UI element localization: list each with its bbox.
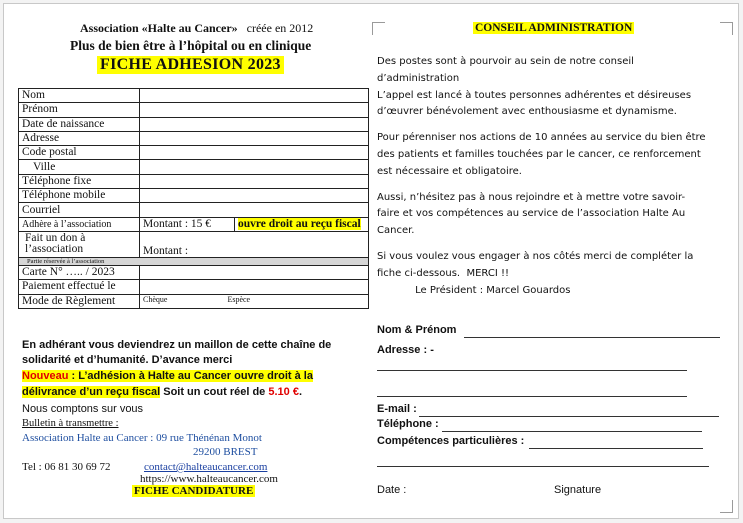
comptons-text: Nous comptons sur vous (22, 403, 144, 415)
telephone-line[interactable] (442, 431, 702, 432)
crop-mark (720, 500, 733, 513)
council-text-line: faire et vos compétences au service de l’association Halte Au (377, 208, 686, 220)
form-row-courriel (19, 203, 369, 217)
association-line (80, 21, 313, 36)
address-name: Association Halte au Cancer (22, 432, 148, 444)
field-input[interactable] (140, 174, 369, 188)
form-row-paiement (19, 280, 369, 294)
adhere-note-cell (235, 217, 369, 231)
nouveau-line-1 (22, 370, 313, 382)
nom-line[interactable] (464, 337, 720, 338)
form-row-code-postal (19, 146, 369, 160)
don-amount[interactable]: Montant : (140, 231, 369, 257)
tagline: Plus de bien être à l’hôpital ou en clinique (70, 38, 312, 53)
council-text-line: Cancer. (377, 225, 415, 237)
nouveau-label: Nouveau (22, 370, 69, 382)
email-link[interactable]: contact@halteaucancer.com (144, 461, 268, 473)
council-text-line: Si vous voulez vous engager à nos côtés merci de compléter la (377, 250, 694, 262)
competences-line-2[interactable] (377, 466, 709, 467)
date-label: Date : (377, 484, 407, 496)
form-row-ville (19, 160, 369, 174)
council-text-line: Le Président : Marcel Gouardos (377, 284, 571, 296)
field-input[interactable] (140, 103, 369, 117)
field-input[interactable] (140, 203, 369, 217)
signature-label: Signature (554, 484, 602, 496)
form-row-reserved (19, 257, 369, 265)
reserved-label: Partie réservée à l’association (19, 257, 369, 265)
adhere-amount: Montant : 15 € (140, 217, 235, 231)
nouveau-line-2 (22, 386, 302, 398)
assoc-suffix: » (231, 21, 238, 35)
form-row-adhere (19, 217, 369, 231)
council-body (377, 54, 706, 299)
assoc-prefix: Association « (80, 21, 148, 35)
email-line[interactable] (419, 416, 719, 417)
mail-address (22, 432, 262, 444)
telephone-label: Téléphone : (377, 418, 439, 430)
form-row-naissance (19, 117, 369, 131)
field-label: Prénom (19, 103, 140, 117)
crop-mark (372, 22, 385, 35)
form-row-mode (19, 294, 369, 308)
field-input[interactable] (140, 117, 369, 131)
council-text-line: Aussi, n’hésitez pas à nous rejoindre et à mettre votre savoir- (377, 191, 686, 203)
mode-label: Mode de Règlement (19, 294, 140, 308)
council-text-line (377, 121, 706, 130)
paiement-label: Paiement effectué le (19, 280, 140, 294)
mode-options (140, 294, 369, 308)
form-row-don (19, 231, 369, 257)
email-label: E-mail : (377, 403, 417, 415)
council-text-line: Des postes sont à pourvoir au sein de notre conseil (377, 56, 634, 67)
council-text-line: d’administration (377, 72, 460, 84)
form-row-tel-fixe (19, 174, 369, 188)
council-text-line: est nécessaire et obligatoire. (377, 165, 522, 177)
address-city: 29200 BREST (193, 446, 258, 458)
council-text-line: L’appel est lancé à toutes personnes adhérentes et désireuses (377, 89, 692, 101)
promo-line-2: solidarité et d’humanité. D’avance merci (22, 354, 233, 366)
field-input[interactable] (140, 146, 369, 160)
field-label: Code postal (19, 146, 140, 160)
website-link[interactable]: https://www.halteaucancer.com (140, 473, 278, 485)
cost-prefix: Soit un cout réel de (160, 386, 269, 398)
form-row-adresse (19, 131, 369, 145)
adresse-label: Adresse : - (377, 344, 434, 356)
competences-label: Compétences particulières : (377, 435, 525, 447)
candidature-title: FICHE CANDIDATURE (134, 485, 254, 497)
field-input[interactable] (140, 280, 369, 294)
founded-text: créée en 2012 (246, 21, 314, 35)
form-row-nom (19, 89, 369, 103)
form-row-tel-mobile (19, 189, 369, 203)
council-text-line: fiche ci-dessous. MERCI !! (377, 267, 509, 279)
adhere-label: Adhère à l’association (19, 217, 140, 231)
field-label: Téléphone fixe (19, 174, 140, 188)
nouveau-text: : L’adhésion à Halte au Cancer ouvre droit à la (68, 370, 313, 382)
form-title: FICHE ADHESION 2023 (97, 56, 284, 74)
council-text-line: Pour pérenniser nos actions de 10 années au service du bien être (377, 132, 706, 144)
council-text-line (377, 240, 706, 249)
adresse-line-1[interactable] (377, 370, 687, 371)
nom-label: Nom & Prénom (377, 324, 457, 336)
cost-suffix: . (298, 386, 303, 398)
address-street: : 09 rue Thénénan Monot (147, 432, 262, 444)
field-input[interactable] (140, 160, 369, 174)
field-input[interactable] (140, 89, 369, 103)
receipt-text: délivrance d’un reçu fiscal (22, 386, 161, 398)
espece-option[interactable]: Espèce (227, 294, 251, 304)
council-title: CONSEIL ADMINISTRATION (475, 22, 633, 34)
promo-line-1: En adhérant vous deviendrez un maillon de cette chaîne de (22, 339, 332, 351)
field-input[interactable] (140, 189, 369, 203)
field-label: Adresse (19, 131, 140, 145)
crop-mark (720, 22, 733, 35)
field-label: Courriel (19, 203, 140, 217)
phone-text: Tel : 06 81 30 69 72 (22, 461, 111, 473)
carte-label: Carte N° ….. / 2023 (19, 265, 140, 279)
council-text-line: d’œuvrer bénévolement avec enthousiasme et dynamisme. (377, 106, 677, 118)
adresse-line-2[interactable] (377, 396, 687, 397)
field-input[interactable] (140, 131, 369, 145)
adhere-note: ouvre droit au reçu fiscal (238, 217, 361, 230)
assoc-name: Halte au Cancer (147, 21, 232, 35)
bulletin-label: Bulletin à transmettre : (22, 418, 119, 429)
field-label: Téléphone mobile (19, 189, 140, 203)
competences-line-1[interactable] (529, 448, 703, 449)
don-label: Fait un don à l’association (19, 231, 140, 257)
council-text-line (377, 181, 706, 190)
field-label: Nom (19, 89, 140, 103)
field-input[interactable] (140, 265, 369, 279)
field-label: Date de naissance (19, 117, 140, 131)
form-row-carte (19, 265, 369, 279)
membership-form-table (18, 88, 369, 309)
document-page (3, 3, 739, 519)
real-cost: 5.10 € (268, 386, 299, 398)
council-text-line: des patients et familles touchées par le cancer, ce renforcement (377, 148, 701, 160)
form-row-prenom (19, 103, 369, 117)
cheque-option[interactable]: Chèque (143, 294, 168, 304)
field-label: Ville (19, 160, 140, 174)
